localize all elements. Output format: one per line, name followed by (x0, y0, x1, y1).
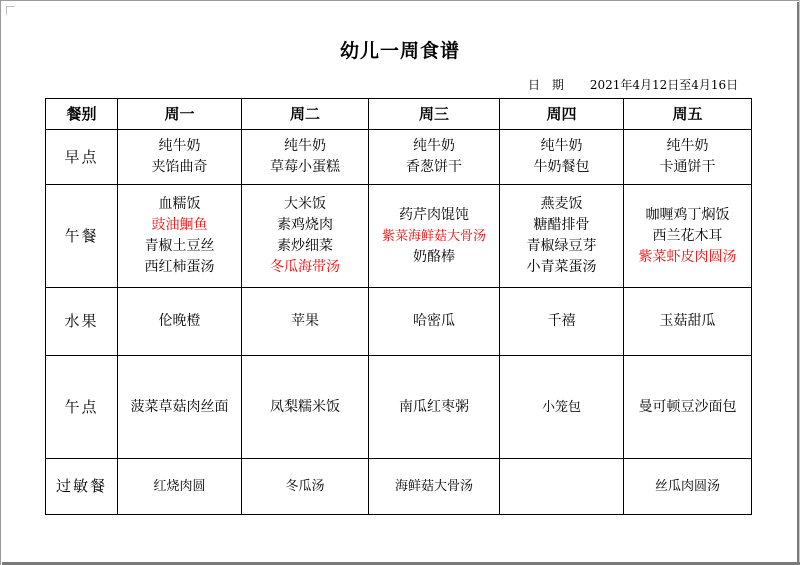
row-label-allergy: 过敏餐 (46, 459, 118, 515)
menu-cell-snack-fri (624, 356, 752, 459)
page-corner-mark (6, 6, 15, 15)
menu-item: 夹馅曲奇 (151, 159, 208, 175)
menu-cell-breakfast-wed (369, 130, 500, 185)
menu-item: 奶酪棒 (413, 248, 455, 265)
menu-cell-snack-thu (500, 356, 624, 459)
menu-cell-lunch-fri (624, 185, 752, 288)
header-day-tue: 周二 (242, 99, 369, 130)
menu-item: 纯牛奶 (284, 138, 326, 154)
menu-item: 青椒绿豆芽 (526, 238, 597, 254)
header-day-thu: 周四 (500, 99, 624, 130)
menu-cell-breakfast-thu (500, 130, 624, 185)
menu-cell-fruit-wed (369, 288, 500, 356)
menu-item: 卡通饼干 (659, 159, 716, 175)
menu-item: 曼可顿豆沙面包 (638, 398, 737, 415)
menu-cell-breakfast-fri (624, 130, 752, 185)
menu-item: 紫菜虾皮肉圆汤 (638, 248, 737, 265)
row-label-snack: 午点 (46, 356, 118, 459)
menu-item: 西红柿蛋汤 (144, 259, 215, 275)
menu-cell-snack-mon (118, 356, 242, 459)
menu-cell-breakfast-mon (118, 130, 242, 185)
menu-item: 草莓小蛋糕 (270, 159, 340, 175)
menu-item: 菠菜草菇肉丝面 (130, 398, 229, 415)
menu-item: 海鲜菇大骨汤 (394, 479, 473, 494)
menu-cell-allergy-thu (500, 459, 624, 515)
menu-item: 血糯饭 (158, 196, 201, 212)
date-label: 日 期 (528, 78, 568, 92)
menu-cell-lunch-thu (500, 185, 624, 288)
date-range: 2021年4月12日至4月16日 (589, 78, 739, 92)
page-title: 幼儿一周食谱 (339, 40, 460, 62)
menu-item: 青椒土豆丝 (144, 238, 215, 254)
menu-item: 药芹肉馄饨 (399, 206, 469, 223)
menu-row-allergy (46, 459, 752, 515)
menu-item: 大米饭 (284, 196, 326, 212)
row-label-lunch: 午餐 (46, 185, 118, 288)
menu-cell-fruit-tue (242, 288, 369, 356)
menu-item: 小笼包 (541, 399, 581, 415)
menu-cell-lunch-tue (242, 185, 369, 288)
menu-item: 素炒细菜 (277, 238, 333, 254)
page-shadow-right (797, 2, 799, 565)
row-label-breakfast: 早点 (46, 130, 118, 185)
menu-item: 香葱饼干 (406, 159, 462, 175)
menu-cell-lunch-mon (118, 185, 242, 288)
header-meal-type: 餐别 (46, 99, 118, 130)
menu-item: 牛奶餐包 (533, 159, 590, 175)
menu-item: 燕麦饭 (540, 196, 583, 212)
menu-item: 紫菜海鲜菇大骨汤 (381, 228, 486, 244)
menu-item: 纯牛奶 (413, 138, 455, 154)
menu-item: 冬瓜海带汤 (270, 259, 340, 275)
header-day-wed: 周三 (369, 99, 500, 130)
menu-cell-fruit-mon (118, 288, 242, 356)
window-border-left (0, 0, 1, 565)
window-border-top (0, 0, 800, 1)
menu-item: 千禧 (547, 313, 576, 329)
menu-row-breakfast (46, 130, 752, 185)
menu-item: 丝瓜肉圆汤 (654, 479, 720, 494)
menu-cell-allergy-tue (242, 459, 369, 515)
menu-row-lunch (46, 185, 752, 288)
menu-item: 红烧肉圆 (153, 479, 206, 494)
menu-cell-allergy-fri (624, 459, 752, 515)
row-label-fruit: 水果 (46, 288, 118, 356)
menu-cell-snack-wed (369, 356, 500, 459)
menu-cell-fruit-fri (624, 288, 752, 356)
menu-item: 素鸡烧肉 (277, 217, 333, 233)
date-line (528, 76, 738, 93)
menu-item: 纯牛奶 (158, 138, 201, 154)
menu-item: 伦晚橙 (158, 313, 201, 329)
menu-cell-snack-tue (242, 356, 369, 459)
menu-row-snack (46, 356, 752, 459)
menu-cell-allergy-mon (118, 459, 242, 515)
menu-item: 玉菇甜瓜 (659, 313, 716, 329)
table-body (46, 130, 752, 515)
table-header-row (46, 99, 752, 130)
menu-cell-lunch-wed (369, 185, 500, 288)
menu-row-fruit (46, 288, 752, 356)
menu-item: 小青菜蛋汤 (526, 259, 597, 275)
menu-item: 凤梨糯米饭 (270, 398, 340, 415)
header-day-mon: 周一 (118, 99, 242, 130)
weekly-menu-table (45, 98, 752, 515)
menu-item: 咖喱鸡丁焖饭 (645, 206, 730, 223)
menu-item: 苹果 (291, 313, 319, 329)
menu-cell-breakfast-tue (242, 130, 369, 185)
header-day-fri: 周五 (624, 99, 752, 130)
menu-item: 西兰花木耳 (652, 227, 723, 244)
menu-item: 纯牛奶 (540, 138, 583, 154)
menu-item: 哈密瓜 (413, 313, 455, 329)
menu-item: 豉油鮰鱼 (151, 217, 208, 233)
menu-cell-fruit-thu (500, 288, 624, 356)
menu-cell-allergy-wed (369, 459, 500, 515)
menu-item: 糖醋排骨 (533, 217, 590, 233)
menu-item: 纯牛奶 (666, 138, 709, 154)
menu-item: 南瓜红枣粥 (399, 398, 469, 415)
menu-item: 冬瓜汤 (285, 479, 325, 494)
